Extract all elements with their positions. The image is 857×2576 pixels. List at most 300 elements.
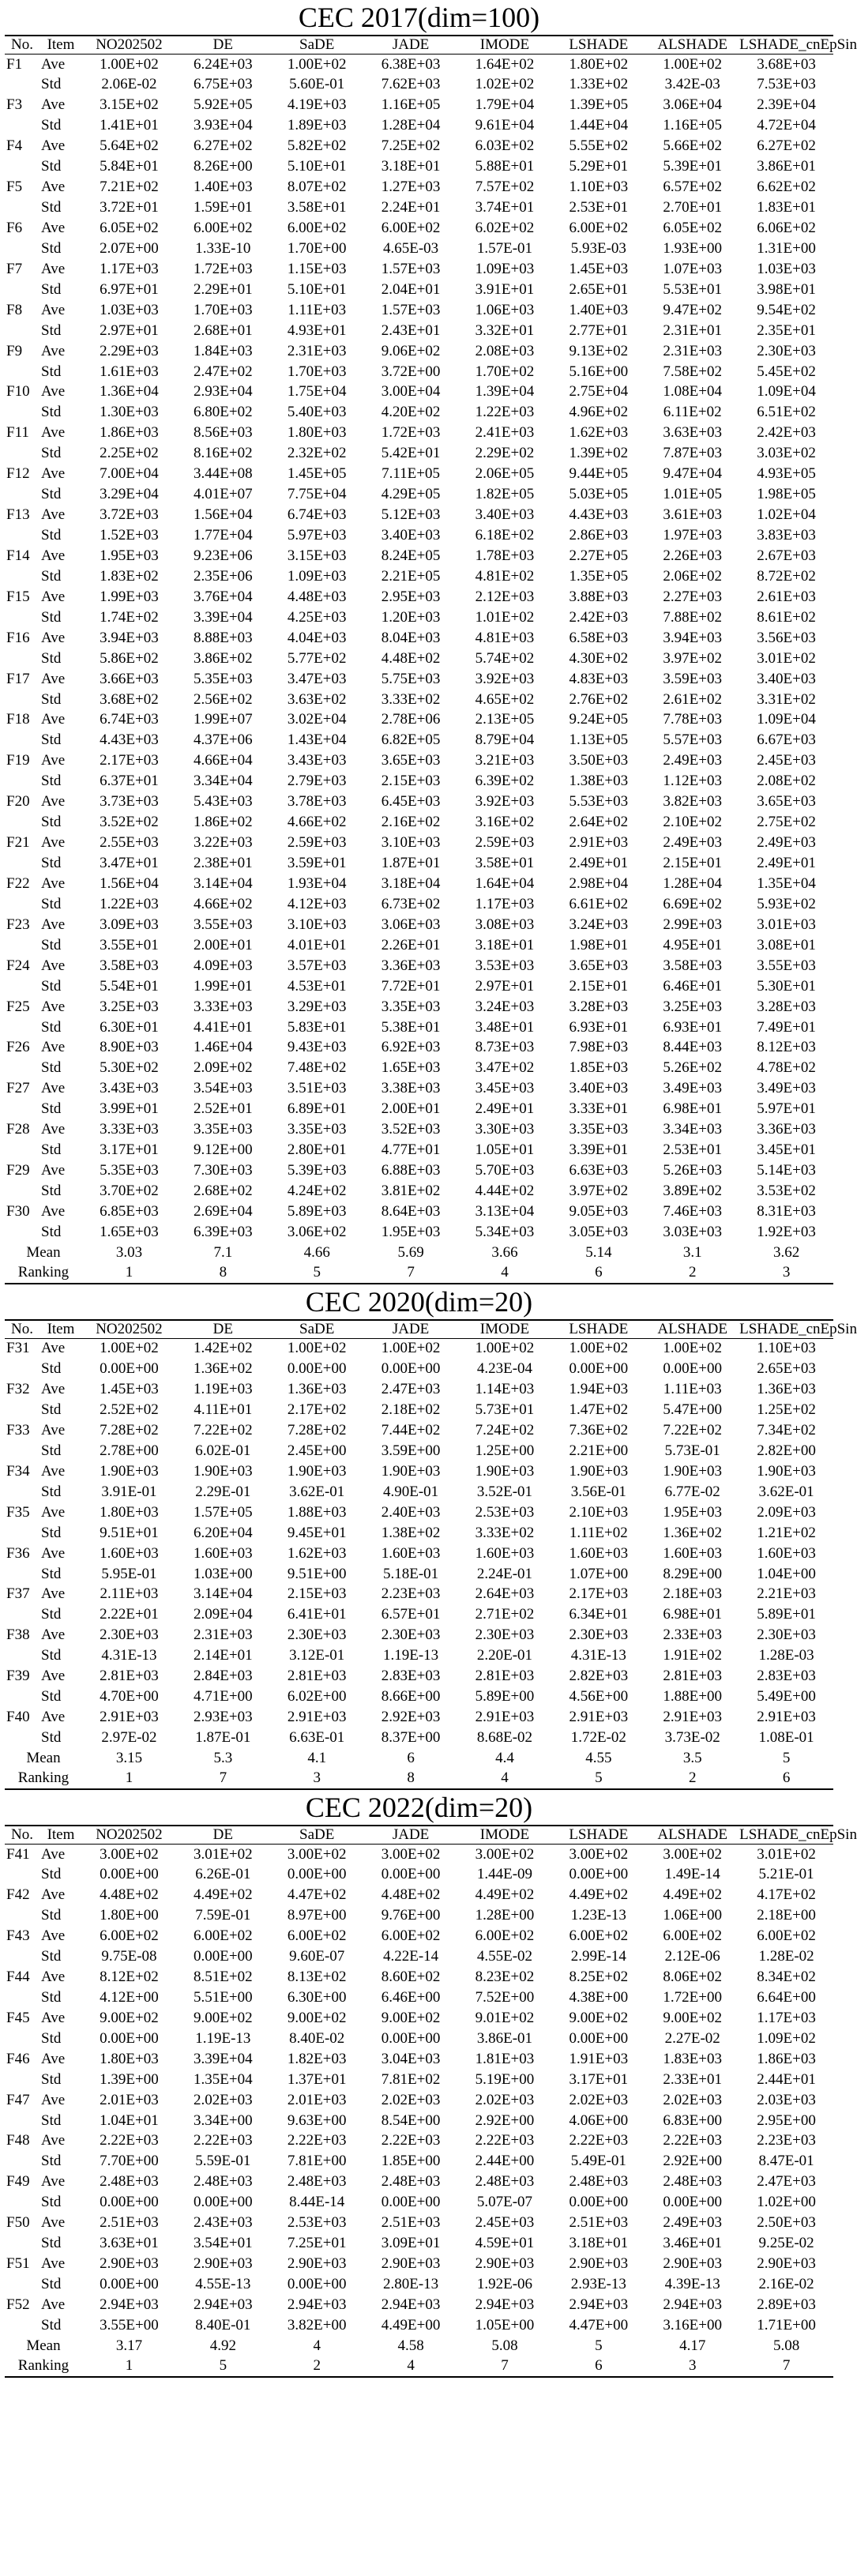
value-cell: 2.92E+00 [475,2112,535,2129]
function-id [5,362,39,382]
value-cell: 4.49E+00 [381,2316,441,2333]
value-cell: 2.94E+03 [475,2296,535,2313]
value-cell: 8.37E+00 [381,1729,441,1747]
function-id: F41 [6,1845,30,1863]
value-cell: 4.96E+02 [569,404,629,421]
value-cell: 3.63E+03 [663,424,722,442]
value-cell: 2.90E+03 [663,2255,722,2273]
value-cell: 1.22E+03 [100,895,159,912]
value-cell: 4.39E-13 [664,2276,720,2293]
value-cell: 2.70E+01 [663,199,722,216]
table-row [5,156,833,177]
value-cell: 1.42E+02 [194,1340,253,1357]
value-cell: 3.33E+02 [381,690,441,708]
item-label: Ave [41,2296,66,2313]
value-cell: 1.39E+02 [569,445,629,462]
value-cell: 1.57E+05 [194,1503,253,1521]
value-cell: 9.13E+02 [569,342,629,359]
column-header: NO202502 [82,1826,176,1845]
table-row [5,300,833,321]
value-cell: 7.78E+03 [663,711,722,728]
value-cell: 3.21E+03 [475,752,535,769]
item-label: Ave [41,834,66,852]
value-cell: 1.28E-02 [758,1948,814,1965]
value-cell: 8.16E+02 [194,445,253,462]
value-cell: 2.94E+03 [569,2296,629,2313]
value-cell: 9.44E+05 [569,465,629,483]
function-id: F7 [6,260,23,277]
item-label: Std [41,1647,62,1664]
value-cell: 1.09E+04 [757,383,816,401]
value-cell: 9.00E+02 [100,2009,159,2026]
ranking-cell: 4 [364,2356,458,2377]
value-cell: 4.12E+00 [100,1988,159,2006]
item-label: Std [41,2029,62,2047]
table-row [5,1359,833,1379]
function-id: F49 [6,2173,30,2191]
value-cell: 3.73E+03 [100,793,159,810]
value-cell: 1.03E+03 [100,301,159,318]
value-cell: 2.75E+04 [569,383,629,401]
value-cell: 1.00E+02 [100,55,159,73]
value-cell: 3.40E+03 [569,1080,629,1097]
value-cell: 8.13E+02 [287,1968,347,1985]
item-label: Ave [41,629,66,646]
value-cell: 3.82E+00 [287,2316,347,2333]
value-cell: 2.47E+02 [194,363,253,380]
value-cell: 5.47E+00 [663,1401,722,1419]
value-cell: 1.36E+02 [194,1360,253,1378]
value-cell: 9.47E+02 [663,301,722,318]
value-cell: 2.94E+03 [100,2296,159,2313]
function-id [5,115,39,136]
table-row [5,2295,833,2315]
value-cell: 8.66E+00 [381,1688,441,1705]
value-cell: 5.39E+03 [287,1162,347,1179]
value-cell: 1.60E+03 [569,1544,629,1562]
value-cell: 9.47E+04 [663,465,722,483]
item-label: Ave [41,1544,66,1562]
table-row [5,1078,833,1099]
item-label: Std [41,1018,62,1036]
mean-cell: 5 [782,1749,791,1766]
value-cell: 1.00E+02 [475,1340,535,1357]
value-cell: 6.30E+00 [287,1988,347,2006]
item-label: Std [41,1907,62,1924]
function-id [5,280,39,300]
value-cell: 1.04E+01 [100,2112,159,2129]
value-cell: 2.50E+03 [757,2214,816,2232]
table-row [5,259,833,280]
value-cell: 2.89E+03 [757,2296,816,2313]
value-cell: 2.21E+03 [757,1585,816,1603]
table-row [5,1119,833,1140]
value-cell: 2.49E+01 [757,855,816,872]
value-cell: 2.51E+03 [100,2214,159,2232]
value-cell: 7.36E+02 [569,1421,629,1438]
value-cell: 2.17E+03 [569,1585,629,1603]
function-id [5,1099,39,1119]
ranking-cell: 1 [82,2356,176,2377]
value-cell: 2.25E+02 [100,445,159,462]
value-cell: 2.52E+02 [100,1401,159,1419]
value-cell: 3.59E+00 [381,1442,441,1459]
value-cell: 6.00E+02 [757,1927,816,1945]
value-cell: 6.63E+03 [569,1162,629,1179]
table-row [5,1885,833,1905]
value-cell: 5.59E-01 [195,2153,251,2170]
function-id: F31 [6,1340,30,1357]
value-cell: 4.30E+02 [569,649,629,667]
value-cell: 1.72E+00 [663,1988,722,2006]
function-id: F20 [6,793,30,810]
value-cell: 4.29E+05 [381,486,441,503]
value-cell: 0.00E+00 [381,2194,441,2211]
ranking-cell: 7 [364,1263,458,1284]
value-cell: 3.83E+03 [757,527,816,544]
function-id: F32 [6,1381,30,1398]
item-label: Ave [41,547,66,564]
value-cell: 5.14E+03 [757,1162,816,1179]
item-label: Std [41,936,62,953]
value-cell: 8.79E+04 [475,731,535,749]
value-cell: 2.48E+03 [287,2173,347,2191]
item-label: Std [41,1688,62,1705]
value-cell: 2.45E+03 [475,2214,535,2232]
value-cell: 6.93E+01 [569,1018,629,1036]
table-row [5,1502,833,1523]
value-cell: 2.78E+06 [381,711,441,728]
column-header: DE [176,1320,270,1339]
function-id [5,607,39,628]
value-cell: 6.98E+01 [663,1100,722,1118]
value-cell: 3.06E+04 [663,96,722,114]
value-cell: 3.66E+03 [100,670,159,687]
value-cell: 0.00E+00 [287,1866,347,1883]
value-cell: 2.08E+03 [475,342,535,359]
value-cell: 8.51E+02 [194,1968,253,1985]
function-id [5,2192,39,2213]
value-cell: 3.97E+02 [663,649,722,667]
item-label: Std [41,1442,62,1459]
column-header: LSHADE_cnEpSin [739,1826,857,1843]
value-cell: 1.36E+03 [757,1381,816,1398]
value-cell: 2.17E+02 [287,1401,347,1419]
value-cell: 8.73E+03 [475,1039,535,1056]
table-row [5,2192,833,2213]
value-cell: 4.70E+00 [100,1688,159,1705]
ranking-cell: 2 [270,2356,364,2377]
value-cell: 8.61E+02 [757,608,816,626]
value-cell: 3.94E+03 [663,629,722,646]
value-cell: 1.28E+04 [663,874,722,892]
ranking-row [5,2356,833,2377]
value-cell: 6.58E+03 [569,629,629,646]
header-row [5,1320,833,1339]
value-cell: 1.70E+03 [194,301,253,318]
value-cell: 3.39E+04 [194,2050,253,2067]
value-cell: 2.93E+04 [194,383,253,401]
value-cell: 3.00E+02 [381,1845,441,1863]
function-id: F46 [6,2050,30,2067]
value-cell: 5.95E-01 [101,1565,157,1582]
value-cell: 8.88E+03 [194,629,253,646]
value-cell: 3.34E+04 [194,773,253,790]
value-cell: 1.90E+03 [381,1462,441,1480]
value-cell: 1.52E+03 [100,527,159,544]
value-cell: 5.86E+02 [100,649,159,667]
table-row [5,2008,833,2029]
mean-cell: 3.15 [115,1749,143,1766]
value-cell: 6.88E+03 [381,1162,441,1179]
value-cell: 5.45E+02 [757,363,816,380]
value-cell: 2.03E+03 [757,2091,816,2108]
function-id [5,1905,39,1926]
value-cell: 0.00E+00 [569,2029,629,2047]
table-row [5,1038,833,1059]
item-label: Ave [41,793,66,810]
value-cell: 3.31E+02 [757,690,816,708]
value-cell: 1.00E+02 [287,55,347,73]
value-cell: 0.00E+00 [663,1360,722,1378]
mean-cell: 4.92 [209,2337,236,2354]
value-cell: 1.15E+03 [287,260,347,277]
value-cell: 7.52E+00 [475,1988,535,2006]
value-cell: 7.46E+03 [663,1202,722,1220]
item-label: Ave [41,1462,66,1480]
value-cell: 1.89E+03 [287,117,347,134]
value-cell: 3.92E+03 [475,793,535,810]
item-label: Std [41,1948,62,1965]
mean-cell: 4.66 [303,1243,330,1261]
value-cell: 6.00E+02 [475,1927,535,1945]
value-cell: 3.03E+02 [757,445,816,462]
mean-cell: 5.69 [397,1243,424,1261]
item-label: Std [41,1565,62,1582]
table-row [5,1728,833,1748]
value-cell: 3.12E-01 [289,1647,345,1664]
column-header: ALSHADE [645,1320,739,1339]
table-row [5,464,833,484]
value-cell: 4.31E-13 [101,1647,157,1664]
function-id: F48 [6,2132,30,2149]
value-cell: 2.86E+03 [569,527,629,544]
mean-label: Mean [26,1243,61,1261]
function-id [5,2315,39,2336]
value-cell: 4.38E+00 [569,1988,629,2006]
value-cell: 3.53E+02 [757,1183,816,1200]
item-label: Std [41,199,62,216]
value-cell: 6.00E+02 [569,219,629,236]
value-cell: 2.78E+00 [100,1442,159,1459]
function-id: F36 [6,1544,30,1562]
function-id [5,1181,39,1202]
value-cell: 1.49E-14 [664,1866,720,1883]
item-label: Std [41,404,62,421]
value-cell: 1.04E+00 [757,1565,816,1582]
item-label: Std [41,855,62,872]
value-cell: 1.02E+00 [757,2194,816,2211]
value-cell: 3.33E+03 [194,998,253,1015]
table-row [5,628,833,649]
item-label: Ave [41,2214,66,2232]
value-cell: 8.25E+02 [569,1968,629,1985]
value-cell: 3.54E+03 [194,1080,253,1097]
value-cell: 3.49E+03 [663,1080,722,1097]
value-cell: 3.55E+00 [100,2316,159,2333]
mean-row [5,2336,833,2356]
value-cell: 1.39E+05 [569,96,629,114]
table-row [5,874,833,894]
table-row [5,239,833,259]
value-cell: 5.83E+01 [287,1018,347,1036]
item-label: Ave [41,1202,66,1220]
value-cell: 6.18E+02 [475,527,535,544]
value-cell: 2.20E-01 [476,1647,533,1664]
item-label: Std [41,1183,62,1200]
item-label: Std [41,239,62,257]
mean-cell: 5.3 [213,1749,233,1766]
item-label: Std [41,2112,62,2129]
value-cell: 1.45E+03 [100,1381,159,1398]
value-cell: 4.56E+00 [569,1688,629,1705]
value-cell: 3.72E+03 [100,506,159,524]
value-cell: 2.61E+03 [757,588,816,605]
ranking-cell: 7 [739,2356,833,2377]
value-cell: 8.34E+02 [757,1968,816,1985]
value-cell: 3.46E+01 [663,2235,722,2252]
value-cell: 1.64E+02 [475,55,535,73]
table-row [5,423,833,443]
value-cell: 1.44E-09 [476,1866,533,1883]
value-cell: 3.45E+01 [757,1141,816,1159]
value-cell: 5.92E+05 [194,96,253,114]
value-cell: 9.00E+02 [287,2009,347,2026]
ranking-cell: 8 [364,1769,458,1789]
value-cell: 1.70E+00 [287,239,347,257]
value-cell: 4.44E+02 [475,1183,535,1200]
value-cell: 3.39E+01 [569,1141,629,1159]
function-id: F8 [6,301,23,318]
value-cell: 9.00E+02 [381,2009,441,2026]
header-row [5,1826,833,1845]
value-cell: 1.83E+02 [100,567,159,585]
table-row [5,2315,833,2336]
value-cell: 1.57E-01 [476,239,533,257]
value-cell: 2.90E+03 [569,2255,629,2273]
value-cell: 8.24E+05 [381,547,441,564]
value-cell: 7.62E+03 [381,76,441,93]
mean-cell: 3.17 [115,2337,143,2354]
value-cell: 5.26E+02 [663,1059,722,1077]
value-cell: 1.57E+03 [381,301,441,318]
item-label: Ave [41,1927,66,1945]
table-row [5,525,833,546]
value-cell: 1.33E-10 [195,239,251,257]
value-cell: 6.97E+01 [100,280,159,298]
value-cell: 1.25E+00 [475,1442,535,1459]
function-id [5,1864,39,1885]
table-row [5,382,833,403]
ranking-cell: 3 [739,1263,833,1284]
mean-cell: 5.14 [585,1243,612,1261]
value-cell: 1.71E+00 [757,2316,816,2333]
table-row [5,669,833,690]
table-row [5,362,833,382]
value-cell: 3.73E-02 [664,1729,720,1747]
mean-cell: 3.62 [772,1243,800,1261]
header-row [5,36,833,55]
value-cell: 9.12E+00 [194,1141,253,1159]
value-cell: 3.72E+00 [381,363,441,380]
value-cell: 1.16E+05 [381,96,441,114]
value-cell: 5.10E+01 [287,280,347,298]
value-cell: 0.00E+00 [381,2029,441,2047]
value-cell: 2.90E+03 [194,2255,253,2273]
function-id [5,2274,39,2295]
value-cell: 3.02E+04 [287,711,347,728]
value-cell: 2.47E+03 [757,2173,816,2191]
value-cell: 6.80E+02 [194,404,253,421]
value-cell: 1.70E+02 [475,363,535,380]
value-cell: 1.91E+02 [663,1647,722,1664]
value-cell: 3.35E+03 [194,1121,253,1138]
table-section [5,1790,857,2378]
column-header: No. [5,36,39,55]
value-cell: 8.44E+03 [663,1039,722,1056]
value-cell: 7.87E+03 [663,445,722,462]
value-cell: 2.99E+03 [663,916,722,933]
value-cell: 2.26E+03 [663,547,722,564]
value-cell: 2.49E+03 [757,834,816,852]
value-cell: 2.12E-06 [664,1948,720,1965]
ranking-label: Ranking [5,1263,82,1284]
value-cell: 7.30E+03 [194,1162,253,1179]
value-cell: 6.20E+04 [194,1524,253,1541]
function-id [5,74,39,95]
mean-cell: 4 [313,2337,321,2354]
column-header: IMODE [458,36,552,55]
value-cell: 2.51E+03 [569,2214,629,2232]
value-cell: 5.38E+01 [381,1018,441,1036]
value-cell: 9.43E+03 [287,1039,347,1056]
value-cell: 6.74E+03 [100,711,159,728]
value-cell: 1.00E+02 [100,1340,159,1357]
column-header: LSHADE [551,36,645,55]
value-cell: 2.48E+03 [194,2173,253,2191]
value-cell: 7.48E+02 [287,1059,347,1077]
value-cell: 4.72E+04 [757,117,816,134]
value-cell: 1.90E+03 [287,1462,347,1480]
value-cell: 1.06E+03 [475,301,535,318]
value-cell: 1.08E+04 [663,383,722,401]
value-cell: 2.02E+03 [194,2091,253,2108]
value-cell: 8.07E+02 [287,179,347,196]
value-cell: 6.45E+03 [381,793,441,810]
item-label: Ave [41,137,66,155]
ranking-cell: 7 [176,1769,270,1789]
function-id: F37 [6,1585,30,1603]
value-cell: 1.78E+03 [475,547,535,564]
value-cell: 1.98E+05 [757,486,816,503]
item-label: Ave [41,301,66,318]
value-cell: 5.49E-01 [570,2153,626,2170]
value-cell: 2.13E+05 [475,711,535,728]
item-label: Std [41,2235,62,2252]
value-cell: 5.12E+03 [381,506,441,524]
table-row [5,1461,833,1482]
value-cell: 2.00E+01 [194,936,253,953]
